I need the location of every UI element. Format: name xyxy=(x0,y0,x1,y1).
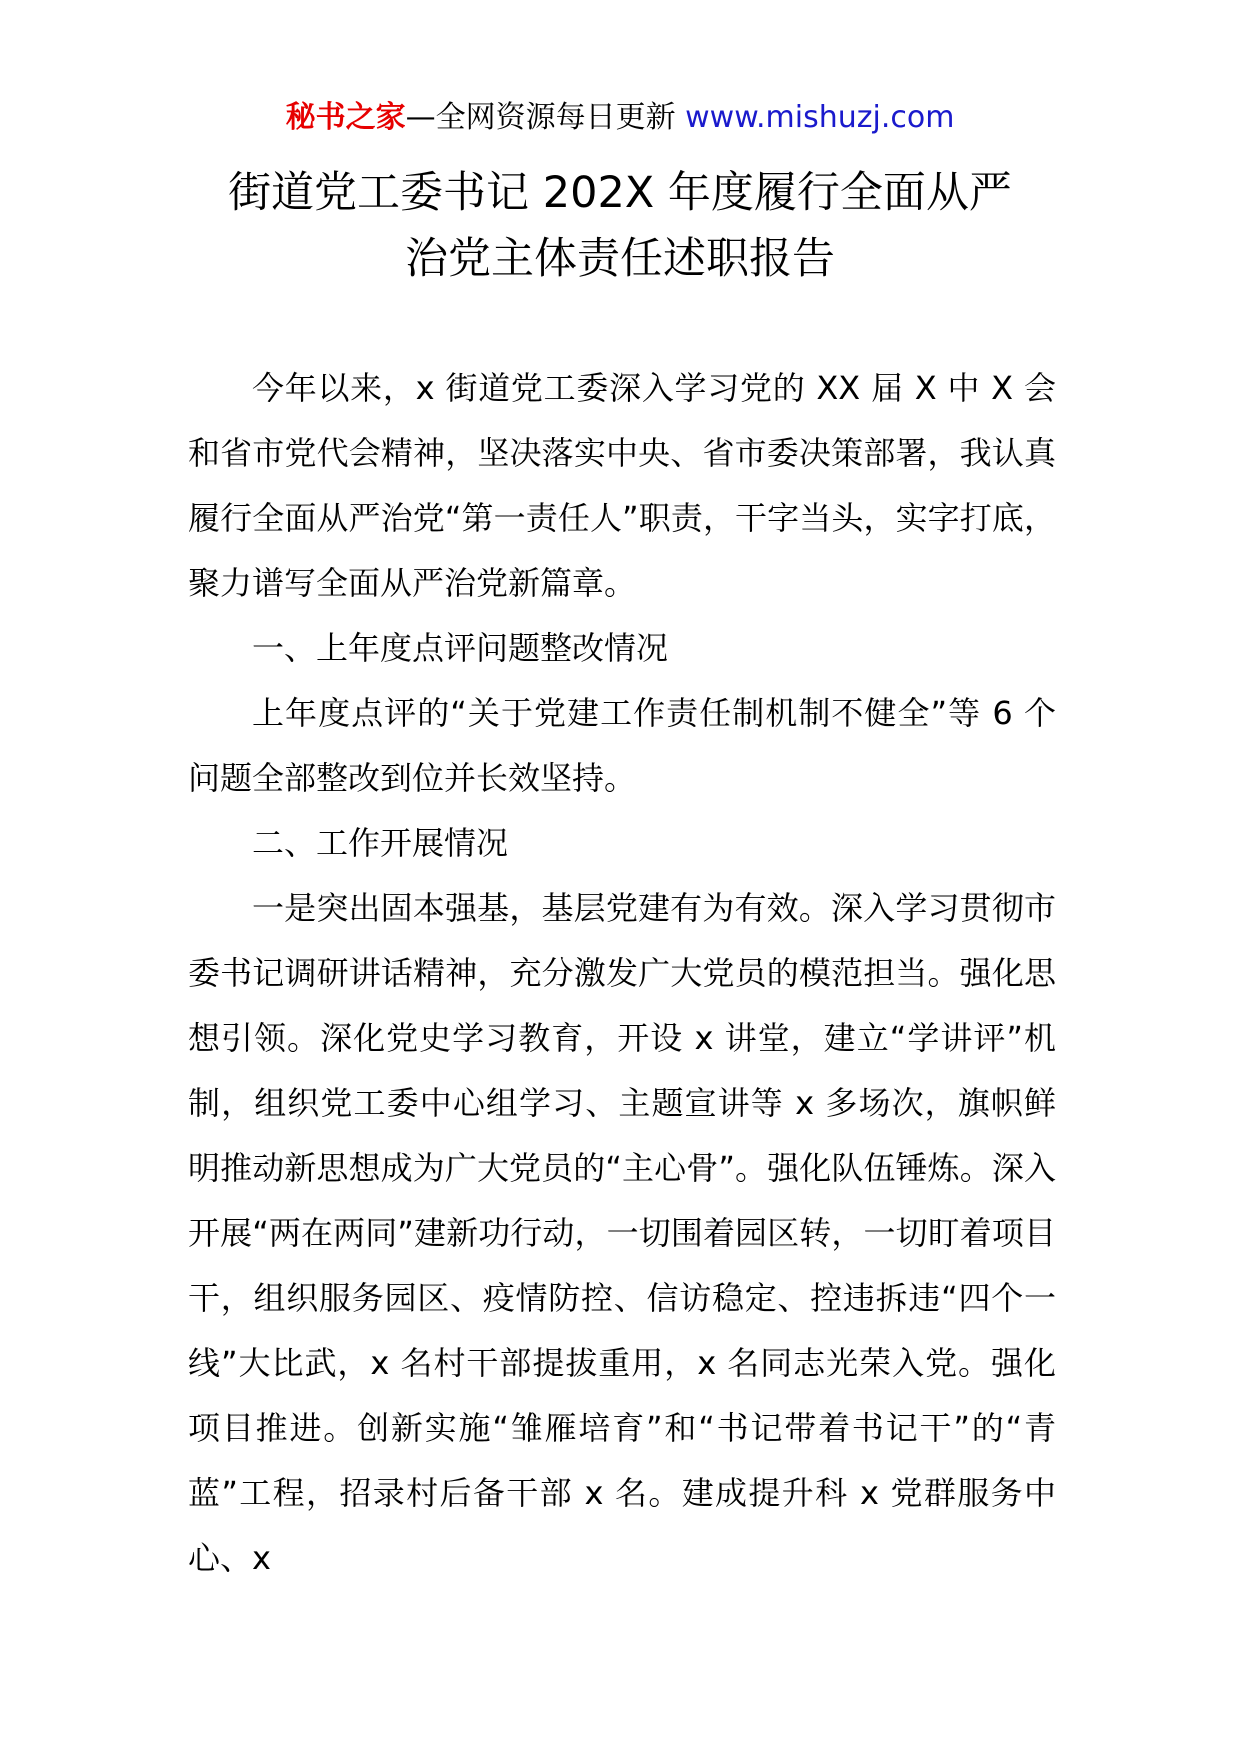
title-line-2: 治党主体责任述职报告 xyxy=(405,234,835,284)
intro-paragraph: 今年以来，x 街道党工委深入学习党的 XX 届 X 中 X 会和省市党代会精神，坚决落实中央、省市委决策部署，我认真履行全面从严治党“第一责任人”职责，干字当头，实字打底，聚力谱写全面从严治党新篇章。 xyxy=(188,369,1056,602)
title-line-1: 街道党工委书记 202X 年度履行全面从严 xyxy=(228,168,1012,218)
site-header xyxy=(0,98,1240,138)
header-brand: 秘书之家 xyxy=(285,100,406,135)
section-heading-1: 一、上年度点评问题整改情况 xyxy=(252,629,669,667)
document-title xyxy=(150,160,1090,292)
document-body xyxy=(188,356,1056,1591)
section-1-paragraph: 上年度点评的“关于党建工作责任制机制不健全”等 6 个问题全部整改到位并长效坚持。 xyxy=(188,694,1056,797)
section-2-paragraph: 一是突出固本强基，基层党建有为有效。深入学习贯彻市委书记调研讲话精神，充分激发广大党员的模范担当。强化思想引领。深化党史学习教育，开设 x 讲堂，建立“学讲评”机制，组织党工委中心组学习、主题宣讲等 x 多场次，旗帜鲜明推动新思想成为广大党员的“主心骨”。强化队伍锤炼。深入开展“两在两同”建新功行动，一切围着园区转，一切盯着项目干，组织服务园区、疫情防控、信访稳定、控违拆违“四个一线”大比武，x 名村干部提拔重用，x 名同志光荣入党。强化项目推进。创新实施“雏雁培育”和“书记带着书记干”的“青蓝”工程，招录村后备干部 x 名。建成提升科 x 党群服务中心、x xyxy=(188,889,1056,1577)
section-heading-2: 二、工作开展情况 xyxy=(252,824,509,862)
header-tagline: —全网资源每日更新 xyxy=(405,100,686,135)
header-url[interactable]: www.mishuzj.com xyxy=(685,100,955,135)
